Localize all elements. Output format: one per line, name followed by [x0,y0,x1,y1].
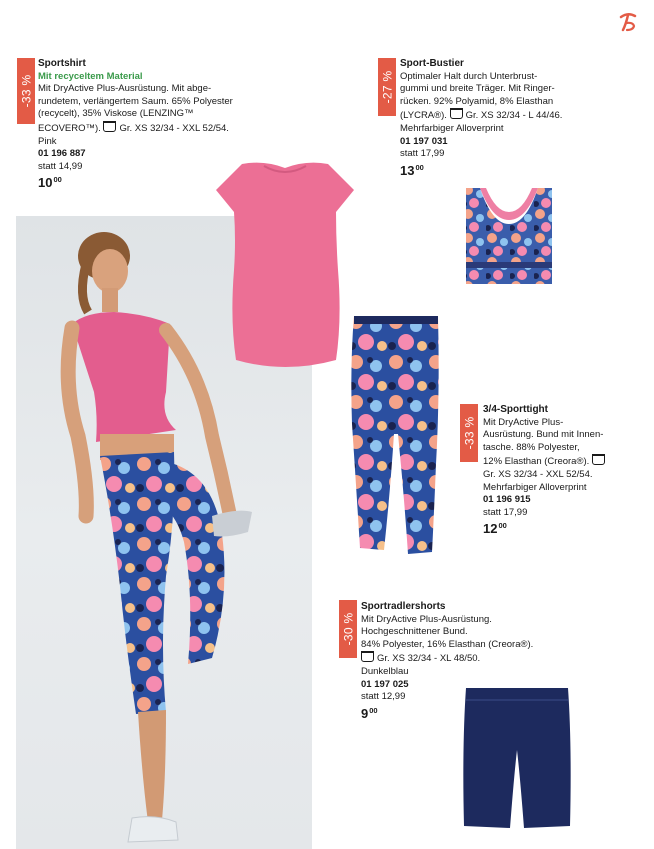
product-desc-line: Optimaler Halt durch Unterbrust- [400,70,538,82]
wash-symbol-icon [103,121,116,132]
article-number: 01 196 915 [483,494,531,506]
product-title: 3/4-Sporttight [483,404,548,415]
product-color: Dunkelblau [361,665,409,677]
product-sizes: Gr. XS 32/34 - XL 48/50. [377,653,481,665]
discount-badge-bustier: -27 % [378,58,396,116]
product-desc-line: Hochgeschnittener Bund. [361,626,468,638]
product-desc-line: (recycelt), 35% Viskose (LENZING™ [38,108,194,120]
sport-bustier-image [462,184,556,288]
product-desc-line: Mit DryActive Plus-Ausrüstung. Mit abge- [38,83,212,95]
product-desc-line: Mit DryActive Plus- [483,416,564,428]
product-desc-line: (LYCRA®). [400,110,450,122]
wash-symbol-icon [361,651,374,662]
brand-logo-icon [616,10,640,34]
price: $13^{00}$ [400,162,424,178]
discount-badge-sporttight: -33 % [460,404,478,462]
product-sizes: Gr. XS 32/34 - XXL 52/54. [119,122,229,134]
product-desc-line: Mit DryActive Plus-Ausrüstung. [361,613,492,625]
product-title: Sport-Bustier [400,58,464,69]
product-desc-line: 84% Polyester, 16% Elasthan (Creora®). [361,638,534,650]
product-title: Sportradlershorts [361,601,446,612]
product-color: Mehrfarbiger Alloverprint [400,122,504,134]
product-title: Sportshirt [38,58,86,69]
old-price: statt 14,99 [38,160,83,172]
article-number: 01 196 887 [38,148,86,160]
product-desc-line: Ausrüstung. Bund mit Innen- [483,429,604,441]
product-sizes: Gr. XS 32/34 - L 44/46. [465,110,563,122]
article-number: 01 197 031 [400,135,448,147]
price: $10^{00}$ [38,175,62,191]
product-sizes: Gr. XS 32/34 - XXL 52/54. [483,468,593,480]
product-color: Mehrfarbiger Alloverprint [483,481,587,493]
old-price: statt 17,99 [400,148,445,160]
old-price: statt 12,99 [361,691,406,703]
product-highlight: Mit recyceltem Material [38,70,143,82]
product-shorts [361,601,533,720]
discount-badge-sportshirt: -33 % [17,58,35,124]
product-color: Pink [38,135,57,147]
sporttight-image [348,314,442,558]
wash-symbol-icon [592,454,605,465]
discount-badge-shorts: -30 % [339,600,357,658]
price: $9^{00}$ [361,705,378,721]
product-sportshirt [38,58,233,190]
price: $12^{00}$ [483,521,507,537]
product-desc-line: rundetem, verlängertem Saum. 65% Polyester [38,95,233,107]
article-number: 01 197 025 [361,678,409,690]
product-desc-line: tasche. 88% Polyester, [483,441,580,453]
product-desc-line: ECOVERO™). [38,122,104,134]
sportshirt-image [212,160,358,372]
product-desc-line: rücken. 92% Polyamid, 8% Elasthan [400,95,554,107]
old-price: statt 17,99 [483,506,528,518]
wash-symbol-icon [450,108,463,119]
product-desc-line: 12% Elasthan (Creora®). [483,456,592,468]
product-desc-line: gummi und breite Träger. Mit Ringer- [400,83,555,95]
product-bustier [400,58,562,177]
product-sporttight [483,404,608,536]
